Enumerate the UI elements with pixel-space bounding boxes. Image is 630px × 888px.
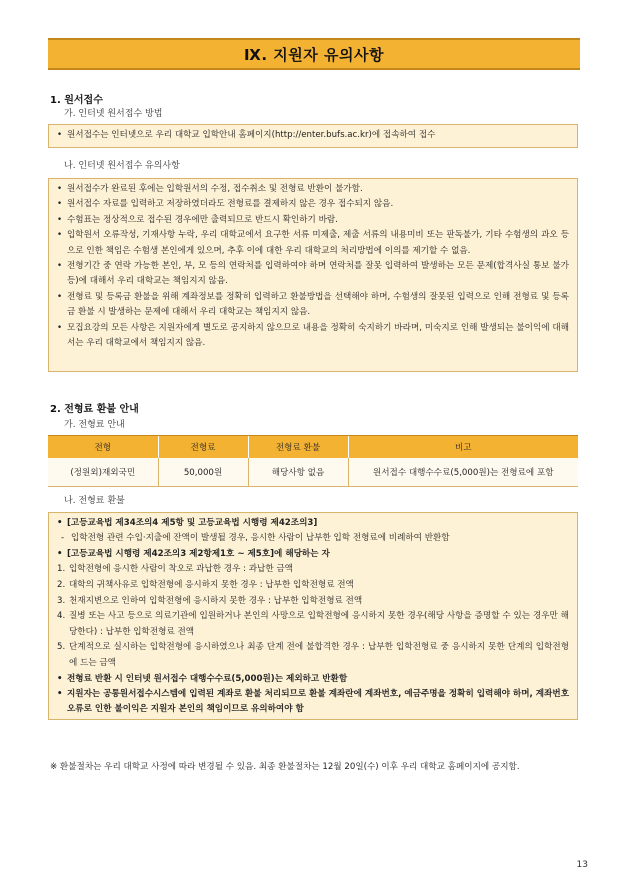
section2-sub-a: 가. 전형료 안내 <box>64 420 125 430</box>
table-cell: (정원외)재외국민 <box>48 458 158 487</box>
table-cell: 원서접수 대행수수료(5,000원)는 전형료에 포함 <box>348 458 578 487</box>
table-row <box>48 458 578 487</box>
table-header-cell: 전형료 <box>158 436 248 459</box>
application-method-box <box>48 124 578 148</box>
section2-heading: 2. 전형료 환불 안내 <box>50 404 139 415</box>
table-header-cell: 전형 <box>48 436 158 459</box>
table-header-row <box>48 436 578 459</box>
list-item: • 원서접수는 인터넷으로 우리 대학교 입학안내 홈페이지(http://enter.bufs.ac.kr)에 접속하여 접수 <box>57 130 436 140</box>
page-title: Ⅸ. 지원자 유의사항 <box>48 38 580 70</box>
refund-box <box>48 512 578 720</box>
list-item: • 전형기간 중 연락 가능한 본인, 부, 모 등의 연락처를 입력하여야 하며 연락처를 잘못 입력하여 발생하는 모든 문제(합격사실 통보 불가 등)에 대해서 우리 대학교는 책임지지 않음. <box>57 261 569 287</box>
list-item: • 지원자는 공통원서접수시스템에 입력된 계좌로 환불 처리되므로 환불 계좌란에 계좌번호, 예금주명을 정확히 입력해야 하며, 계좌번호 오류로 인한 불이익은 지원자 본인의 책임이므로 유의하여야 함 <box>57 688 570 715</box>
section1-heading: 1. 원서접수 <box>50 95 103 106</box>
list-item: • 전형료 반환 시 인터넷 원서접수 대행수수료(5,000원)는 제외하고 반환함 <box>57 673 348 684</box>
list-item: • 수험표는 정상적으로 접수된 경우에만 출력되므로 반드시 확인하기 바람. <box>57 214 338 225</box>
list-item: • 전형료 및 등록금 환불을 위해 계좌정보를 정확히 입력하고 환불방법을 선택해야 하며, 수험생의 잘못된 입력으로 인해 전형료 및 등록금 환불 시 발생하는 문제에 대해서 우리 대학교는 책임지지 않음. <box>57 291 569 318</box>
table-header-cell: 전형료 환불 <box>248 436 348 459</box>
list-item: • 원서접수 자료를 입력하고 저장하였더라도 전형료를 결제하지 않은 경우 접수되지 않음. <box>57 199 394 210</box>
list-item: • 입학원서 오류작성, 기재사항 누락, 우리 대학교에서 요구한 서류 미제출, 제출 서류의 내용미비 또는 판독불가, 기타 수험생의 과오 등으로 인한 책임은 수험생 본인에게 있으며, 추후 이에 대한 우리 대학교의 처리방법에 이의를 제기할 수 없음. <box>57 230 569 256</box>
section1-sub-a: 가. 인터넷 원서접수 방법 <box>64 109 163 119</box>
list-item: • 모집요강의 모든 사항은 지원자에게 별도로 공지하지 않으므로 내용을 정확히 숙지하기 바라며, 미숙지로 인해 발생되는 불이익에 대해서는 우리 대학교에서 책임지지 않음. <box>57 322 569 349</box>
list-item: 2. 대학의 귀책사유로 입학전형에 응시하지 못한 경우 : 납부한 입학전형료 전액 <box>57 580 354 590</box>
list-item: 5. 단계적으로 실시하는 입학전형에 응시하였으나 최종 단계 전에 불합격한 경우 : 납부한 입학전형료 중 응시하지 못한 단계의 입학전형에 드는 금액 <box>57 642 569 668</box>
list-item: • 원서접수가 완료된 후에는 입학원서의 수정, 접수취소 및 전형료 반환이 불가함. <box>57 184 363 194</box>
list-item: 3. 천재지변으로 인하여 입학전형에 응시하지 못한 경우 : 납부한 입학전형료 전액 <box>57 595 363 606</box>
section1-sub-b: 나. 인터넷 원서접수 유의사항 <box>64 161 180 171</box>
table-cell: 해당사항 없음 <box>248 458 348 487</box>
list-item: 4. 질병 또는 사고 등으로 의료기관에 입원하거나 본인의 사망으로 입학전형에 응시하지 못한 경우(해당 사항을 증명할 수 있는 경우만 해당한다) : 납부한 입학전형료 전액 <box>57 611 569 637</box>
list-item: • [고등교육법 시행령 제42조의3 제2항제1호 ~ 제5호]에 해당하는 자 <box>57 549 330 559</box>
list-item: • [고등교육법 제34조의4 제5항 및 고등교육법 시행령 제42조의3] <box>57 518 318 528</box>
list-item: - 입학전형 관련 수입·지출에 잔액이 발생될 경우, 응시한 사람이 납부한 입학 전형료에 비례하여 반환함 <box>61 533 450 544</box>
table-header-cell: 비고 <box>348 436 578 459</box>
list-item: 1. 입학전형에 응시한 사람이 착오로 과납한 경우 : 과납한 금액 <box>57 564 293 575</box>
fee-table <box>48 435 578 487</box>
page-number: 13 <box>576 860 588 870</box>
table-cell: 50,000원 <box>158 458 248 487</box>
application-notes-box <box>48 178 578 372</box>
refund-note: ※ 환불절차는 우리 대학교 사정에 따라 변경될 수 있음. 최종 환불절차는 12월 20일(수) 이후 우리 대학교 홈페이지에 공지함. <box>50 762 520 772</box>
section2-sub-b: 나. 전형료 환불 <box>64 496 125 506</box>
